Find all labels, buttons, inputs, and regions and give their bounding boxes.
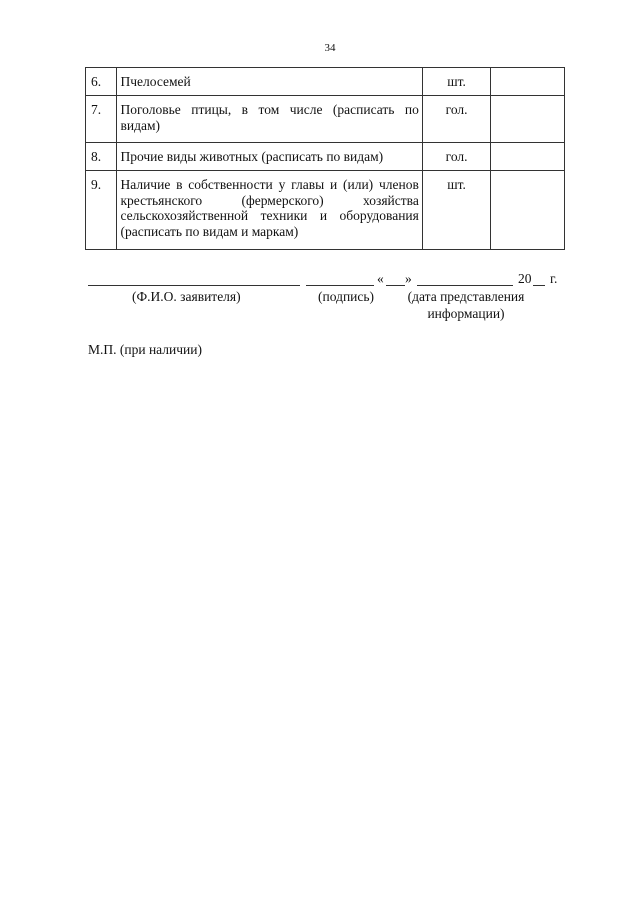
row-value bbox=[491, 96, 565, 143]
year-prefix: 20 bbox=[518, 271, 532, 286]
row-number: 8. bbox=[86, 143, 117, 171]
data-table bbox=[85, 67, 565, 250]
caption-date: (дата представления информации) bbox=[407, 289, 525, 321]
page-number: 34 bbox=[324, 42, 336, 54]
row-value bbox=[491, 68, 565, 96]
year-line bbox=[533, 285, 545, 286]
row-name: Наличие в собственности у главы и (или) членов крестьянского (фермерского) хозяйства сельскохозяйственной техники и оборудования (расписать по видам и маркам) bbox=[117, 171, 422, 250]
month-line bbox=[417, 285, 513, 286]
row-name: Прочие виды животных (расписать по видам) bbox=[117, 143, 422, 171]
row-number: 7. bbox=[86, 96, 117, 143]
caption-name: (Ф.И.О. заявителя) bbox=[132, 289, 241, 304]
row-unit: гол. bbox=[422, 143, 491, 171]
stamp-label: М.П. (при наличии) bbox=[88, 342, 202, 357]
row-name: Пчелосемей bbox=[117, 68, 422, 96]
quote-close: » bbox=[405, 271, 412, 286]
row-value bbox=[491, 143, 565, 171]
year-suffix: г. bbox=[550, 271, 558, 286]
quote-open: « bbox=[377, 271, 384, 286]
row-value bbox=[491, 171, 565, 250]
caption-signature: (подпись) bbox=[318, 289, 375, 304]
table-row bbox=[86, 96, 565, 143]
row-name: Поголовье птицы, в том числе (расписать по видам) bbox=[117, 96, 422, 143]
row-unit: шт. bbox=[422, 171, 491, 250]
row-unit: гол. bbox=[422, 96, 491, 143]
row-unit: шт. bbox=[422, 68, 491, 96]
name-line bbox=[88, 285, 300, 286]
row-number: 6. bbox=[86, 68, 117, 96]
row-number: 9. bbox=[86, 171, 117, 250]
table-row bbox=[86, 171, 565, 250]
signature-line bbox=[306, 285, 374, 286]
table-row bbox=[86, 143, 565, 171]
day-line bbox=[386, 285, 405, 286]
table-row bbox=[86, 68, 565, 96]
